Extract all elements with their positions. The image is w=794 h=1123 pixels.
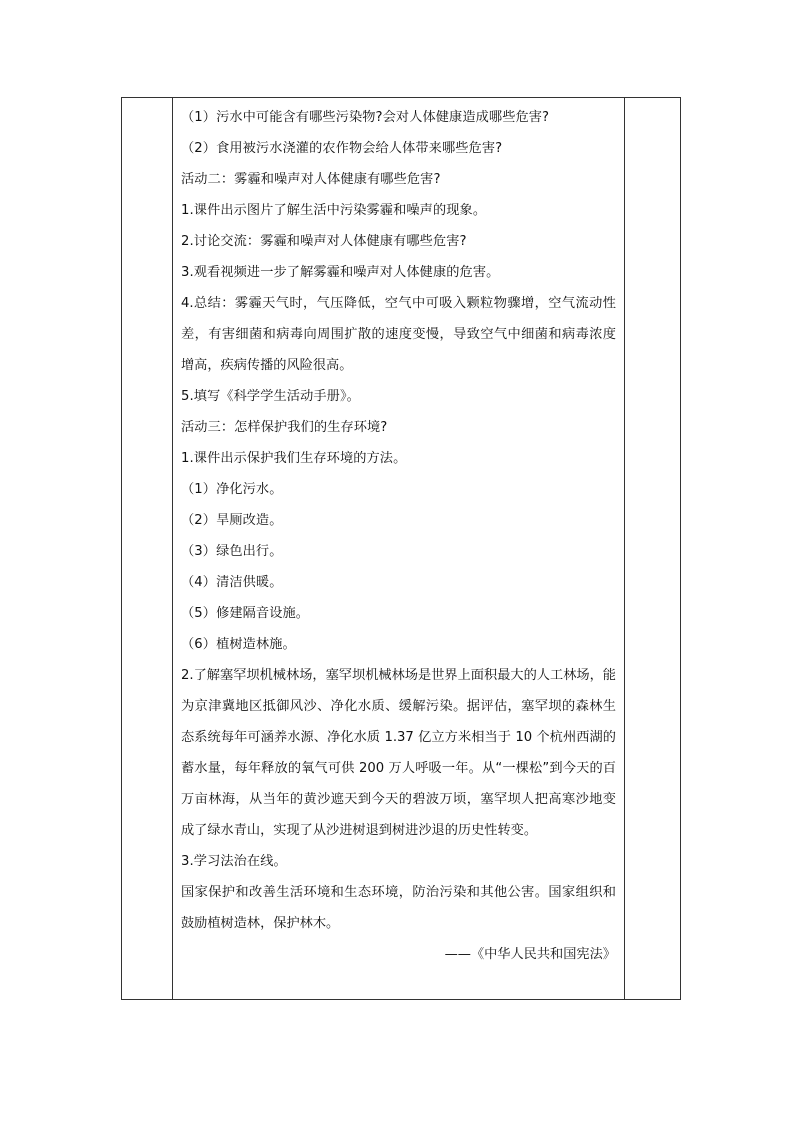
right-column-cell bbox=[625, 98, 681, 1000]
table-row bbox=[122, 98, 681, 1000]
activity-2-heading: 活动二：雾霾和噪声对人体健康有哪些危害? bbox=[181, 172, 441, 187]
activity-2-step-3: 3.观看视频进一步了解雾霾和噪声对人体健康的危害。 bbox=[181, 265, 500, 280]
activity-2-step-2: 2.讨论交流：雾霾和噪声对人体健康有哪些危害? bbox=[181, 234, 467, 249]
method-item: （6）植树造林施。 bbox=[181, 637, 296, 652]
content-cell bbox=[173, 98, 625, 1000]
activity-3-heading: 活动三：怎样保护我们的生存环境? bbox=[181, 420, 388, 435]
method-item: （5）修建隔音设施。 bbox=[181, 606, 310, 621]
activity-2-summary: 4.总结：雾霾天气时，气压降低，空气中可吸入颗粒物骤增，空气流动性差，有害细菌和病毒向周围扩散的速度变慢，导致空气中细菌和病毒浓度增高，疾病传播的风险很高。 bbox=[181, 296, 616, 373]
left-column-cell bbox=[122, 98, 173, 1000]
question-2: （2）食用被污水浇灌的农作物会给人体带来哪些危害? bbox=[181, 141, 503, 156]
saihanba-paragraph: 2.了解塞罕坝机械林场，塞罕坝机械林场是世界上面积最大的人工林场，能为京津冀地区抵御风沙、净化水质、缓解污染。据评估，塞罕坝的森林生态系统每年可涵养水源、净化水质 1.37 亿立方米相当于 10 个杭州西湖的蓄水量，每年释放的氧气可供 200 万人呼吸一年。从“一棵松”到今天的百万亩林海，从当年的黄沙遮天到今天的碧波万顷，塞罕坝人把高寒沙地变成了绿水青山，实现了从沙进树退到树进沙退的历史性转变。 bbox=[181, 668, 616, 838]
activity-2-step-5: 5.填写《科学学生活动手册》。 bbox=[181, 389, 360, 404]
lesson-table bbox=[121, 97, 681, 1000]
method-item: （4）清洁供暖。 bbox=[181, 575, 283, 590]
content-body bbox=[173, 98, 624, 970]
law-quote: 国家保护和改善生活环境和生态环境，防治污染和其他公害。国家组织和鼓励植树造林，保护林木。 bbox=[181, 885, 616, 931]
question-1: （1）污水中可能含有哪些污染物?会对人体健康造成哪些危害? bbox=[181, 110, 550, 125]
activity-2-step-1: 1.课件出示图片了解生活中污染雾霾和噪声的现象。 bbox=[181, 203, 487, 218]
law-online-heading: 3.学习法治在线。 bbox=[181, 854, 287, 869]
activity-3-step-1: 1.课件出示保护我们生存环境的方法。 bbox=[181, 451, 407, 466]
method-item: （1）净化污水。 bbox=[181, 482, 283, 497]
law-source: ——《中华人民共和国宪法》 bbox=[444, 947, 616, 962]
method-item: （3）绿色出行。 bbox=[181, 544, 283, 559]
method-item: （2）旱厕改造。 bbox=[181, 513, 283, 528]
